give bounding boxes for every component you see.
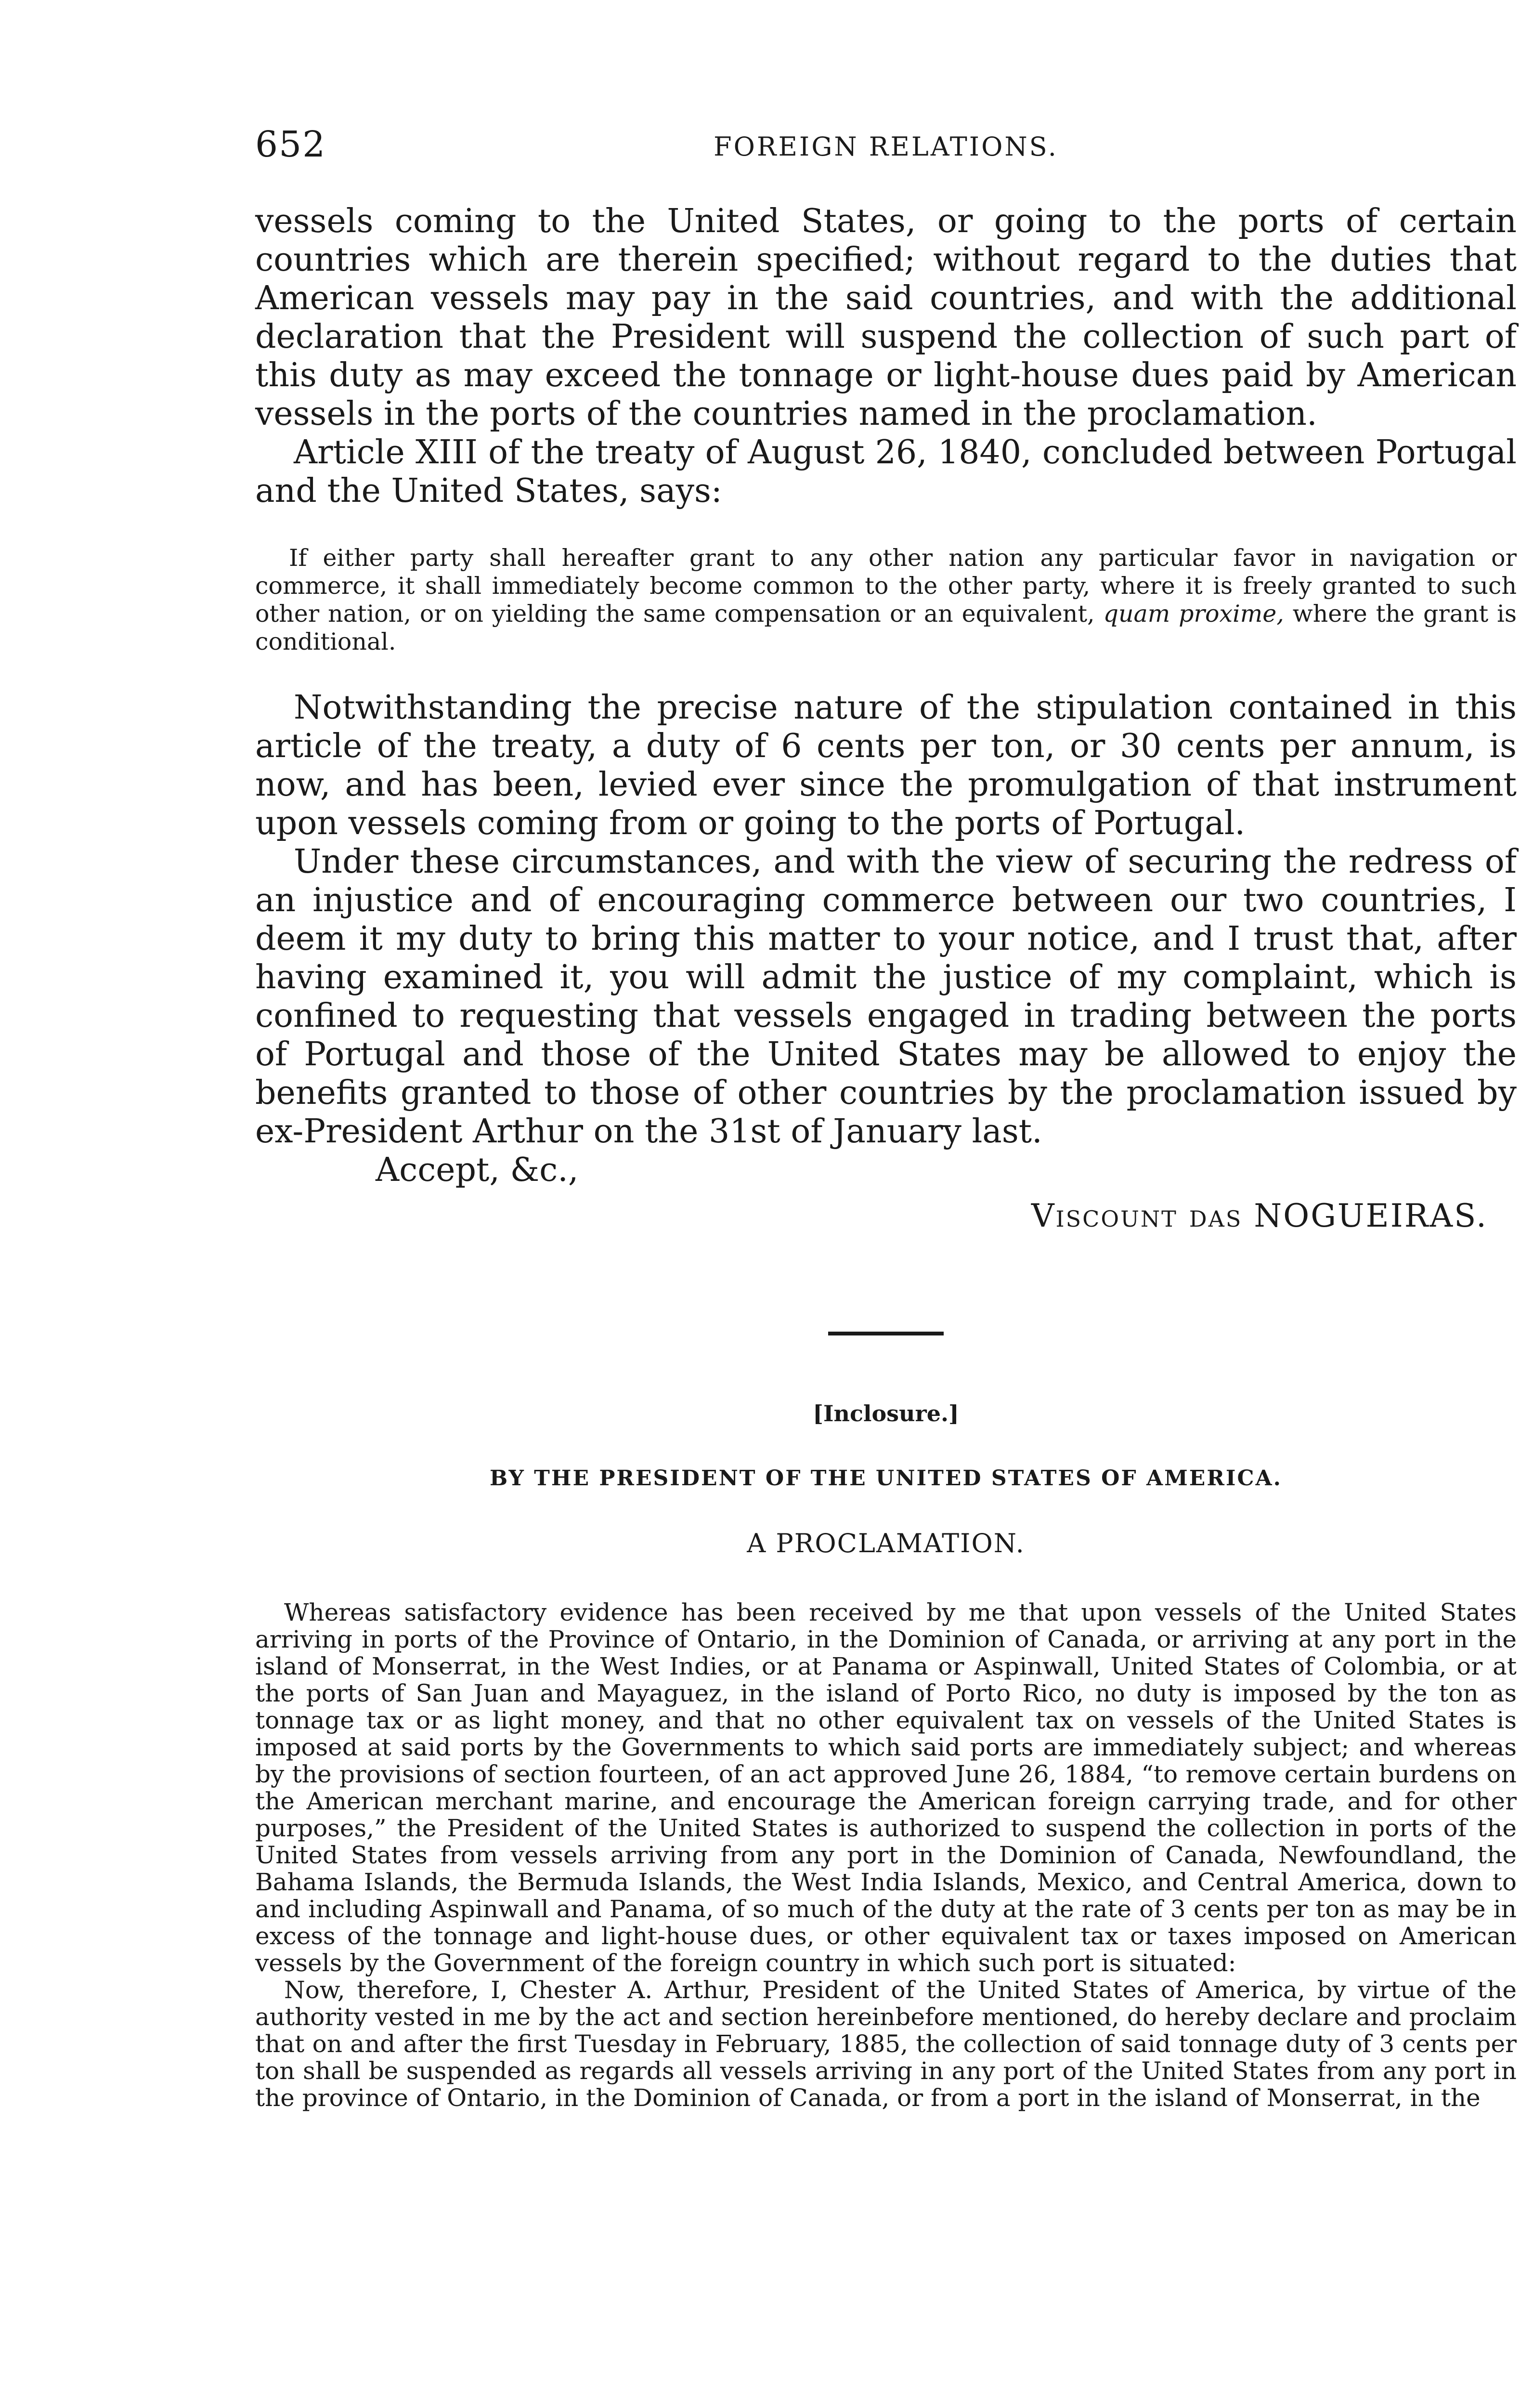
- proclamation-heading: A PROCLAMATION.: [747, 1528, 1025, 1558]
- quotation-text-end: where the grant is conditional.: [255, 600, 1517, 655]
- paragraph-circumstances: Under these circumstances, and with the view of securing the redress of an injustice and of encouraging commerce between our two countries, I deem it my duty to bring this matter to your notice, and I trust that, after having examined it, you will admit the justice of my complaint, which is confined to requesting that vessels engaged in trading between the ports of Portugal and those of the United States may be allowed to enjoy the benefits granted to those of other countries by the proclamation issued by ex-President Arthur on the 31st of January last.: [255, 843, 1517, 1151]
- paragraph-notwithstanding: Notwithstanding the precise nature of the stipulation contained in this article of the treaty, a duty of 6 cents per ton, or 30 cents per annum, is now, and has been, levied ever since the promulgation of that instrument upon vessels coming from or going to the ports of Portugal.: [255, 689, 1517, 842]
- letter-closing: [255, 1151, 1517, 1247]
- proclamation-body: [255, 1599, 1517, 2111]
- proclamation-now-therefore-paragraph: Now, therefore, I, Chester A. Arthur, President of the United States of America, by virtue of the authority vested in me by the act and section hereinbefore mentioned, do hereby declare and proclaim that on and after the first Tuesday in February, 1885, the collection of said tonnage duty of 3 cents per ton shall be suspended as regards all vessels arriving in any port of the United States from any port in the province of Ontario, in the Dominion of Canada, or from a port in the island of Monserrat, in the: [255, 1976, 1517, 2112]
- quotation-text-start: If either party shall hereafter grant to any other nation any particular favor in navigation or commerce, it shall immediately become common to the other party, where it is freely granted to such other nation, or on yielding the same compensation or an equivalent,: [255, 544, 1517, 628]
- signature: Viscount das NOGUEIRAS.: [1031, 1197, 1488, 1234]
- quotation-italic-phrase: quam proxime,: [1103, 600, 1284, 628]
- letter-body-lower: [255, 689, 1517, 1151]
- running-title: FOREIGN RELATIONS.: [714, 131, 1058, 162]
- proclamation-whereas-paragraph: Whereas satisfactory evidence has been received by me that upon vessels of the United States arriving in ports of the Province of Ontario, in the Dominion of Canada, or arriving at any port in the island of Monserrat, in the West Indies, or at Panama or Aspinwall, United States of Colombia, or at the ports of San Juan and Mayaguez, in the island of Porto Rico, no duty is imposed by the ton as tonnage tax or as light money, and that no other equivalent tax on vessels of the United States is imposed at said ports by the Governments to which said ports are immediately subject; and whereas by the provisions of section fourteen, of an act approved June 26, 1884, “to remove certain burdens on the American merchant marine, and encourage the American foreign carrying trade, and for other purposes,” the President of the United States is authorized to suspend the collection in ports of the United States from vessels arriving from any port in the Dominion of Canada, Newfoundland, the Bahama Islands, the Bermuda Islands, the West India Islands, Mexico, and Central America, down to and including Aspinwall and Panama, of so much of the duty at the rate of 3 cents per ton as may be in excess of the tonnage and light-house dues, or other equivalent tax or taxes imposed on American vessels by the Government of the foreign country in which such port is situated:: [255, 1598, 1517, 1977]
- by-president-line: BY THE PRESIDENT OF THE UNITED STATES OF AMERICA.: [490, 1466, 1282, 1491]
- complimentary-close: Accept, &c.,: [376, 1151, 579, 1189]
- treaty-quotation: [255, 544, 1517, 656]
- section-divider: [828, 1332, 944, 1335]
- running-header: [255, 120, 1517, 173]
- page-number: 652: [255, 124, 326, 165]
- letter-body-upper: [255, 202, 1517, 510]
- paragraph-article-xiii: Article XIII of the treaty of August 26, 1840, concluded between Portugal and the United States, says:: [255, 433, 1517, 510]
- inclosure-label: [Inclosure.]: [813, 1400, 959, 1426]
- paragraph-continuation: vessels coming to the United States, or going to the ports of certain countries which are therein specified; without regard to the duties that American vessels may pay in the said countries, and with the additional declaration that the President will suspend the collection of such part of this duty as may exceed the tonnage or light-house dues paid by American vessels in the ports of the countries named in the proclamation.: [255, 202, 1517, 433]
- quotation-text: [255, 544, 1517, 656]
